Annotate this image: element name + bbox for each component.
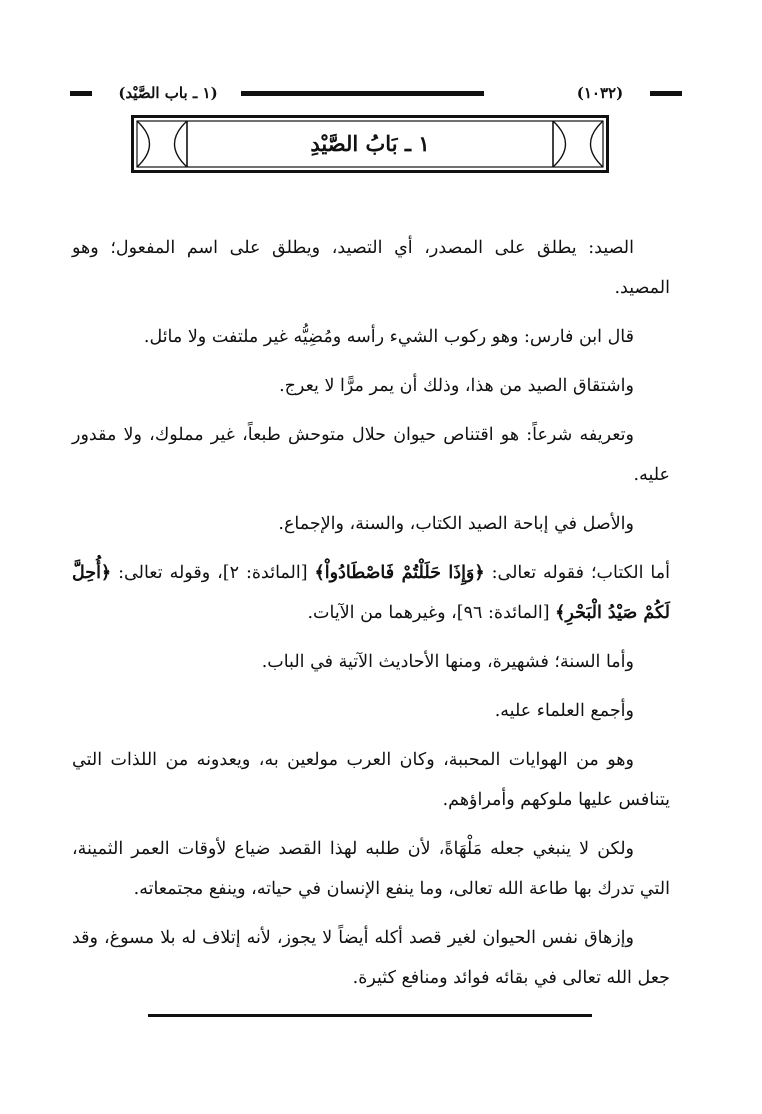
paragraph: وأما السنة؛ فشهيرة، ومنها الأحاديث الآتية في الباب. — [261, 652, 634, 672]
running-header — [70, 82, 682, 104]
page-number: (١٠٣٢) — [576, 84, 624, 102]
paragraph: وتعريفه شرعاً: هو اقتناص حيوان حلال متوحش طبعاً، غير مملوك، ولا مقدور عليه. — [72, 425, 670, 485]
quran-verse: ﴿أُحِلَّ لَكُمْ صَيْدُ الْبَحْرِ﴾ — [72, 563, 670, 623]
header-rule-left — [70, 91, 92, 96]
text-span: [المائدة: ٢]، وقوله تعالى: — [111, 563, 315, 583]
quran-verse: ﴿وَإِذَا حَلَلْتُمْ فَاصْطَادُواْ﴾ — [314, 563, 485, 583]
header-rule-right — [650, 91, 682, 96]
paragraph: وإزهاق نفس الحيوان لغير قصد أكله أيضاً لا يجوز، لأنه إتلاف له بلا مسوغ، وقد جعل الله تعالى في بقائه فوائد ومنافع كثيرة. — [72, 928, 670, 988]
paragraph: والأصل في إباحة الصيد الكتاب، والسنة، والإجماع. — [278, 514, 634, 534]
running-chapter-title: (١ ـ باب الصَّيْد) — [118, 84, 218, 102]
paragraph: وأجمع العلماء عليه. — [494, 701, 634, 721]
paragraph: وهو من الهوايات المحببة، وكان العرب مولعين به، ويعدونه من اللذات التي يتنافس عليها ملوكهم وأمراؤهم. — [72, 750, 670, 810]
paragraph: قال ابن فارس: وهو ركوب الشيء رأسه ومُضِيُّه غير ملتفت ولا مائل. — [143, 327, 634, 347]
paragraph-quran — [72, 553, 670, 633]
header-rule-middle — [241, 91, 484, 96]
text-span: [المائدة: ٩٦]، وغيرهما من الآيات. — [307, 603, 556, 623]
paragraph: واشتقاق الصيد من هذا، وذلك أن يمر مرًّا لا يعرج. — [279, 376, 634, 396]
text-span: أما الكتاب؛ فقوله تعالى: — [484, 563, 670, 583]
footer-rule — [148, 1014, 592, 1017]
chapter-title: ١ ـ بَابُ الصَّيْدِ — [310, 131, 430, 156]
body-text — [72, 228, 670, 1007]
paragraph: ولكن لا ينبغي جعله مَلْهَاةً، لأن طلبه لهذا القصد ضياع لأوقات العمر الثمينة، التي تدرك بها طاعة الله تعالى، وما ينفع الإنسان في حياته، وينفع مجتمعاته. — [72, 839, 670, 899]
chapter-title-frame — [131, 115, 609, 173]
paragraph: الصيد: يطلق على المصدر، أي التصيد، ويطلق على اسم المفعول؛ وهو المصيد. — [72, 238, 670, 298]
